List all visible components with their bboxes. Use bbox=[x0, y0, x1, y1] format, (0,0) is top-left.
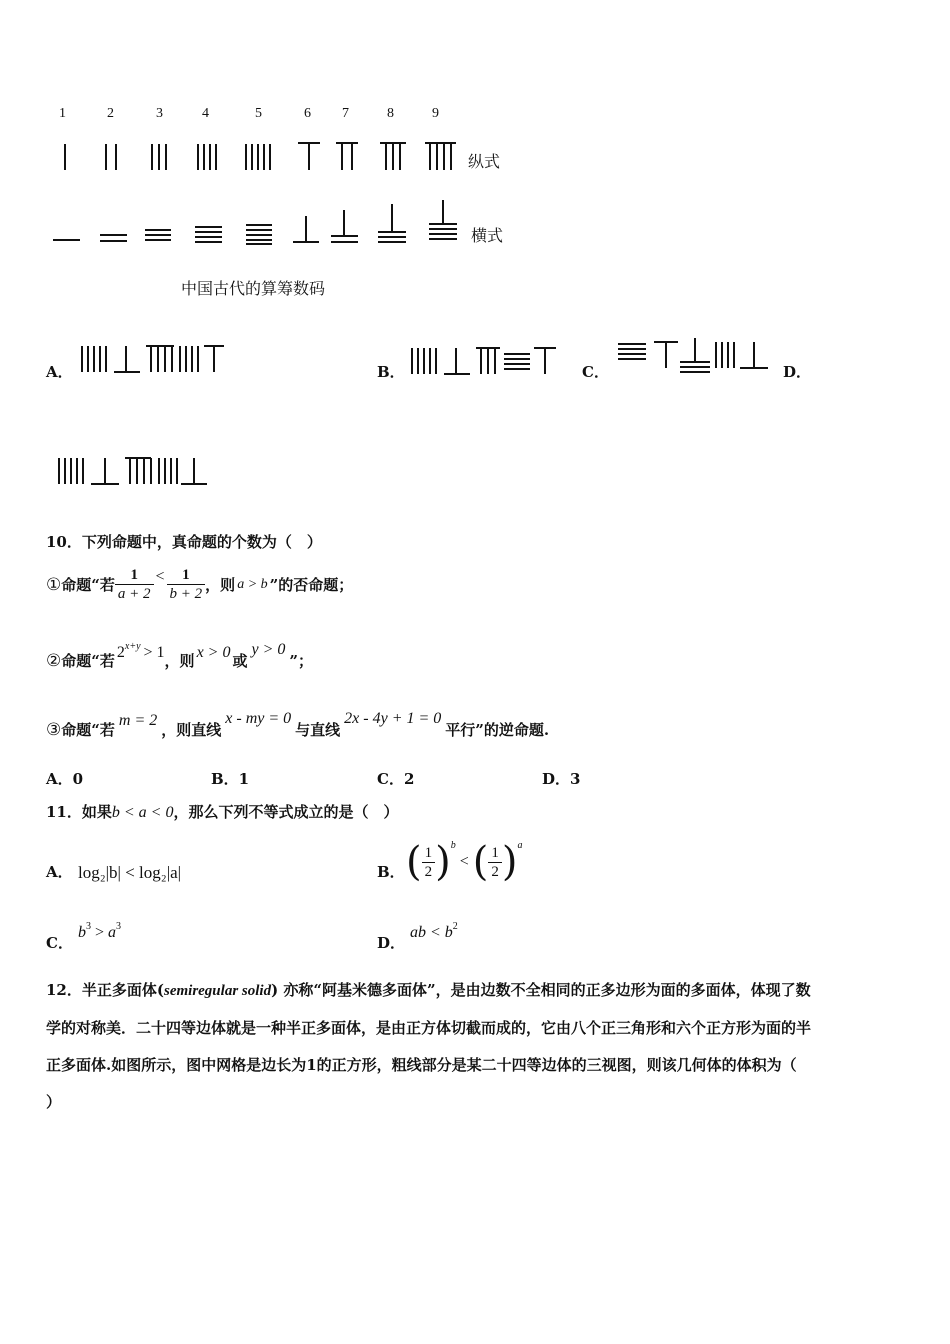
q11-b-num-2: 1 bbox=[491, 844, 499, 861]
s1-num2: 1 bbox=[182, 567, 190, 583]
q10-option-c: C．2 bbox=[377, 770, 415, 788]
s3-mid: ，则直线 bbox=[161, 721, 222, 739]
paren-open: ( bbox=[406, 839, 422, 885]
paren-close: ) bbox=[435, 839, 451, 885]
q12-line-3: 正多面体.如图所示，图中网格是边长为1的正方形，粗线部分是某二十四等边体的三视图，则该几何体的体积为（ bbox=[46, 1056, 797, 1074]
q11-cond: b < a < 0 bbox=[111, 804, 174, 821]
q11-option-c-label: C． bbox=[46, 934, 73, 952]
s1-pre: 命题“若 bbox=[61, 576, 115, 594]
q11-c-gt: > bbox=[95, 924, 105, 941]
rod-glyphs bbox=[0, 130, 520, 250]
q9-option-c-label: C． bbox=[582, 363, 609, 381]
q11-stem bbox=[46, 801, 398, 822]
horizontal-rods bbox=[53, 200, 457, 244]
s2-post: ”； bbox=[289, 652, 314, 670]
q11-b-den-1: 2 bbox=[422, 862, 436, 881]
figure-caption: 中国古代的算筹数码 bbox=[181, 279, 326, 298]
s2-base: 2 bbox=[116, 644, 125, 661]
q11-d-sup: 2 bbox=[452, 921, 458, 932]
q12-line-1-pre: 12．半正多面体( bbox=[46, 981, 164, 999]
q11-option-d-expr bbox=[410, 922, 458, 942]
q11-option-b-expr bbox=[406, 840, 522, 884]
s2-exp: x+y bbox=[124, 641, 141, 652]
s3-cond: m = 2 bbox=[118, 712, 158, 729]
q11-stem-pre: 11．如果 bbox=[46, 803, 112, 821]
q9-option-a-rods bbox=[78, 340, 228, 380]
circled-3: ③ bbox=[46, 720, 62, 740]
q11-b-num-1: 1 bbox=[424, 844, 433, 861]
s2-c2: y > 0 bbox=[251, 641, 286, 658]
s1-num1: 1 bbox=[130, 567, 138, 583]
q11-d-expr: ab < b bbox=[410, 924, 453, 941]
rod-number-5: 5 bbox=[255, 106, 262, 121]
q11-b-den-2: 2 bbox=[488, 862, 502, 881]
q12-line-1 bbox=[46, 979, 811, 1000]
q11-c-base-2: a bbox=[108, 924, 117, 941]
s1-fraction-1 bbox=[115, 566, 154, 603]
q10-statement-3 bbox=[46, 710, 550, 740]
q10-option-a: A．0 bbox=[46, 770, 84, 788]
s2-pre: 命题“若 bbox=[61, 652, 115, 670]
circled-2: ② bbox=[46, 651, 62, 671]
q10-statement-1 bbox=[46, 566, 353, 603]
q9-option-b-rods bbox=[408, 340, 558, 380]
q9-option-d-rods bbox=[55, 452, 215, 492]
q11-option-b-label: B． bbox=[377, 863, 405, 881]
s2-c1: x > 0 bbox=[196, 644, 231, 661]
s1-post: ”的否命题； bbox=[269, 576, 354, 594]
rod-number-8: 8 bbox=[387, 106, 394, 121]
rod-number-2: 2 bbox=[107, 106, 114, 121]
s1-fraction-2 bbox=[167, 566, 206, 603]
q10-option-b: B．1 bbox=[211, 770, 250, 788]
s3-and: 与直线 bbox=[295, 721, 341, 739]
s3-line2: 2x - 4y + 1 = 0 bbox=[344, 710, 442, 727]
q9-option-b-label: B． bbox=[377, 363, 405, 381]
q12-line-2: 学的对称美．二十四等边体就是一种半正多面体，是由正方体切截而成的，它由八个正三角形和六个正方形为面的半 bbox=[46, 1019, 812, 1037]
s3-line1: x - my = 0 bbox=[225, 710, 292, 727]
q10-stem: 10．下列命题中，真命题的个数为（ ） bbox=[46, 533, 322, 551]
q12-line-1-post: ) 亦称“阿基米德多面体”，是由边数不全相同的正多边形为面的多面体，体现了数 bbox=[271, 981, 811, 999]
s3-pre: 命题“若 bbox=[61, 721, 115, 739]
s1-den1: a + 2 bbox=[115, 584, 154, 603]
rod-number-7: 7 bbox=[342, 106, 349, 121]
q12-line-1-em: semiregular solid bbox=[163, 983, 272, 999]
q10-option-d: D．3 bbox=[542, 770, 581, 788]
q11-b-lt: < bbox=[459, 853, 469, 870]
rod-number-3: 3 bbox=[156, 106, 163, 121]
q9-option-a-label: A． bbox=[46, 363, 73, 381]
q10-statement-2 bbox=[46, 641, 314, 671]
s2-or: 或 bbox=[232, 652, 248, 670]
rod-number-4: 4 bbox=[202, 106, 209, 121]
paren-close-2: ) bbox=[501, 839, 518, 885]
q9-option-c-rods bbox=[612, 334, 772, 380]
s1-mid: ，则 bbox=[205, 576, 236, 594]
q11-b-exp-2: a bbox=[517, 840, 523, 851]
paren-open-2: ( bbox=[472, 839, 489, 885]
s1-den2: b + 2 bbox=[167, 584, 206, 603]
s2-mid: ，则 bbox=[164, 652, 195, 670]
q11-option-a-label: A． bbox=[46, 863, 73, 881]
q11-c-sup-2: 3 bbox=[116, 921, 122, 932]
rod-number-9: 9 bbox=[432, 106, 439, 121]
q9-option-d-label: D． bbox=[783, 363, 812, 381]
vertical-form-label: 纵式 bbox=[468, 152, 501, 171]
horizontal-form-label: 横式 bbox=[471, 226, 504, 245]
q11-option-a-expr: log₂|b| < log₂|a| bbox=[78, 863, 182, 882]
q11-option-d-label: D． bbox=[377, 934, 406, 952]
q11-option-c-expr bbox=[78, 922, 121, 942]
s1-lt: < bbox=[155, 567, 165, 585]
q11-c-base-1: b bbox=[78, 924, 86, 941]
q11-b-exp-1: b bbox=[450, 840, 456, 851]
rod-number-1: 1 bbox=[59, 106, 66, 121]
s1-cond: a > b bbox=[237, 576, 268, 592]
q11-b-fraction-2 bbox=[488, 844, 502, 881]
s3-post: 平行”的逆命题. bbox=[445, 721, 550, 739]
rod-number-6: 6 bbox=[304, 106, 311, 121]
vertical-rods bbox=[65, 143, 456, 170]
q11-stem-post: ，那么下列不等式成立的是（ ） bbox=[173, 803, 399, 821]
q12-line-4: ） bbox=[46, 1093, 62, 1111]
q11-c-sup-1: 3 bbox=[86, 921, 91, 932]
s2-gt: > 1 bbox=[143, 644, 165, 661]
q11-b-fraction-1 bbox=[422, 844, 436, 881]
circled-1: ① bbox=[46, 574, 62, 595]
